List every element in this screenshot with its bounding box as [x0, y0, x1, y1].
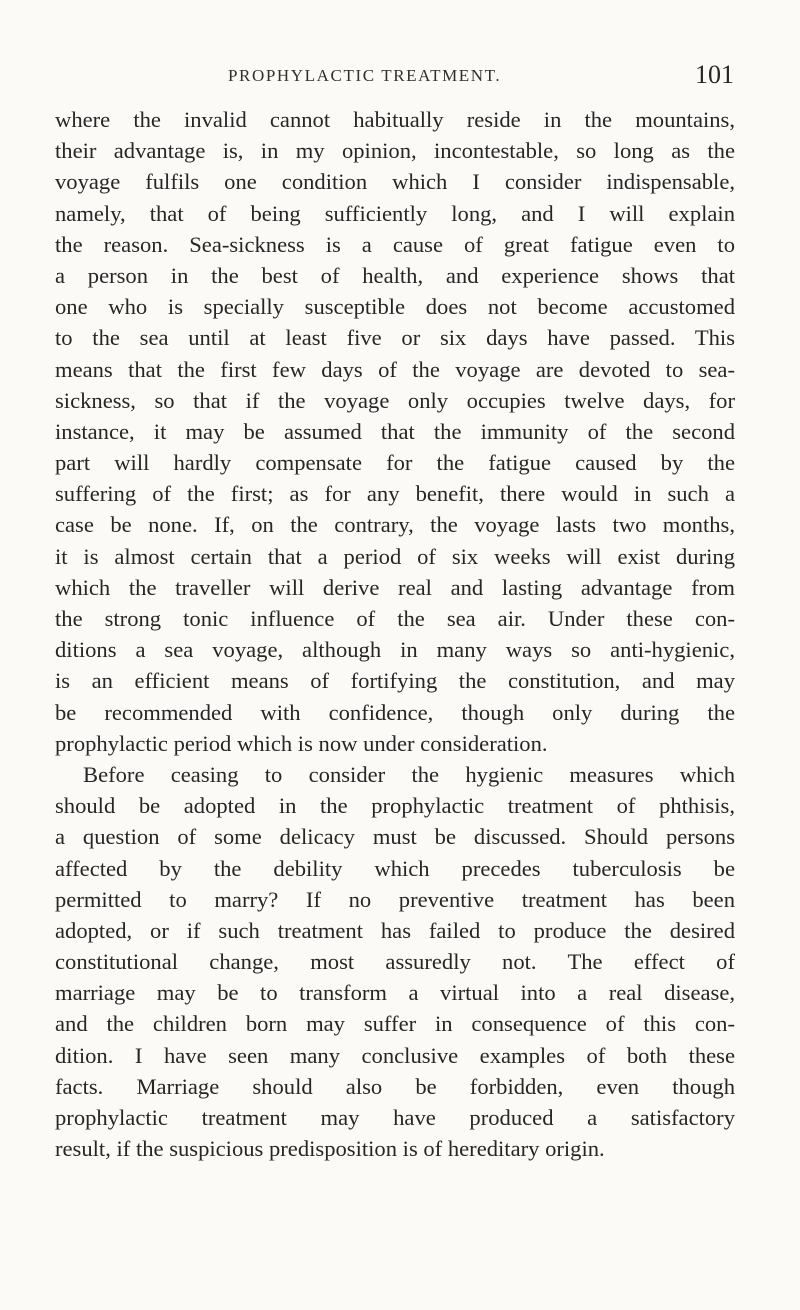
text-line: namely, that of being sufficiently long, and I will explain: [55, 200, 735, 226]
text-line: ditions a sea voyage, although in many ways so anti-hygienic,: [55, 637, 735, 663]
text-line: facts. Marriage should also be forbidden, even though: [55, 1073, 735, 1099]
text-line: which the traveller will derive real and lasting advantage from: [55, 574, 735, 600]
text-line: their advantage is, in my opinion, incontestable, so long as the: [55, 138, 735, 164]
page-number: 101: [695, 60, 734, 89]
text-line: be recommended with confidence, though only during the: [55, 699, 735, 725]
text-line: prophylactic period which is now under consideration.: [55, 730, 548, 756]
text-line: and the children born may suffer in consequence of this con-: [55, 1011, 735, 1037]
text-line: where the invalid cannot habitually reside in the mountains,: [55, 107, 735, 132]
text-line: suffering of the first; as for any benefit, there would in such a: [55, 481, 735, 507]
text-line: result, if the suspicious predisposition is of hereditary origin.: [55, 1136, 605, 1162]
text-line: the strong tonic influence of the sea air. Under these con-: [55, 606, 735, 631]
text-line: case be none. If, on the contrary, the voyage lasts two months,: [55, 512, 735, 538]
text-line: to the sea until at least five or six days have passed. This: [55, 325, 735, 351]
running-title: PROPHYLACTIC TREATMENT.: [228, 66, 502, 85]
text-line: should be adopted in the prophylactic treatment of phthisis,: [55, 793, 735, 819]
text-line: dition. I have seen many conclusive examples of both these: [55, 1042, 735, 1068]
text-line: constitutional change, most assuredly not. The effect of: [55, 949, 735, 975]
text-line: permitted to marry? If no preventive treatment has been: [55, 886, 735, 912]
text-line: the reason. Sea-sickness is a cause of great fatigue even to: [55, 231, 735, 257]
text-line: instance, it may be assumed that the immunity of the second: [55, 418, 735, 444]
text-line: a person in the best of health, and experience shows that: [55, 262, 735, 288]
body-text: [55, 104, 735, 1164]
text-line: Before ceasing to consider the hygienic measures which: [83, 761, 735, 787]
text-line: means that the first few days of the voyage are devoted to sea-: [55, 356, 735, 382]
paragraph-2: [55, 759, 735, 1164]
running-head: [114, 62, 734, 96]
text-line: voyage fulfils one condition which I consider indispensable,: [55, 169, 735, 195]
text-line: affected by the debility which precedes tuberculosis be: [55, 855, 735, 881]
text-line: prophylactic treatment may have produced a satisfactory: [55, 1105, 735, 1130]
text-line: is an efficient means of fortifying the constitution, and may: [55, 668, 735, 694]
text-line: adopted, or if such treatment has failed to produce the desired: [55, 917, 735, 943]
text-line: marriage may be to transform a virtual into a real disease,: [55, 980, 735, 1006]
text-line: sickness, so that if the voyage only occupies twelve days, for: [55, 387, 735, 413]
text-line: a question of some delicacy must be discussed. Should persons: [55, 824, 735, 850]
paragraph-1: [55, 104, 735, 759]
text-line: part will hardly compensate for the fatigue caused by the: [55, 450, 735, 476]
text-line: one who is specially susceptible does not become accustomed: [55, 294, 735, 320]
text-line: it is almost certain that a period of six weeks will exist during: [55, 543, 735, 569]
